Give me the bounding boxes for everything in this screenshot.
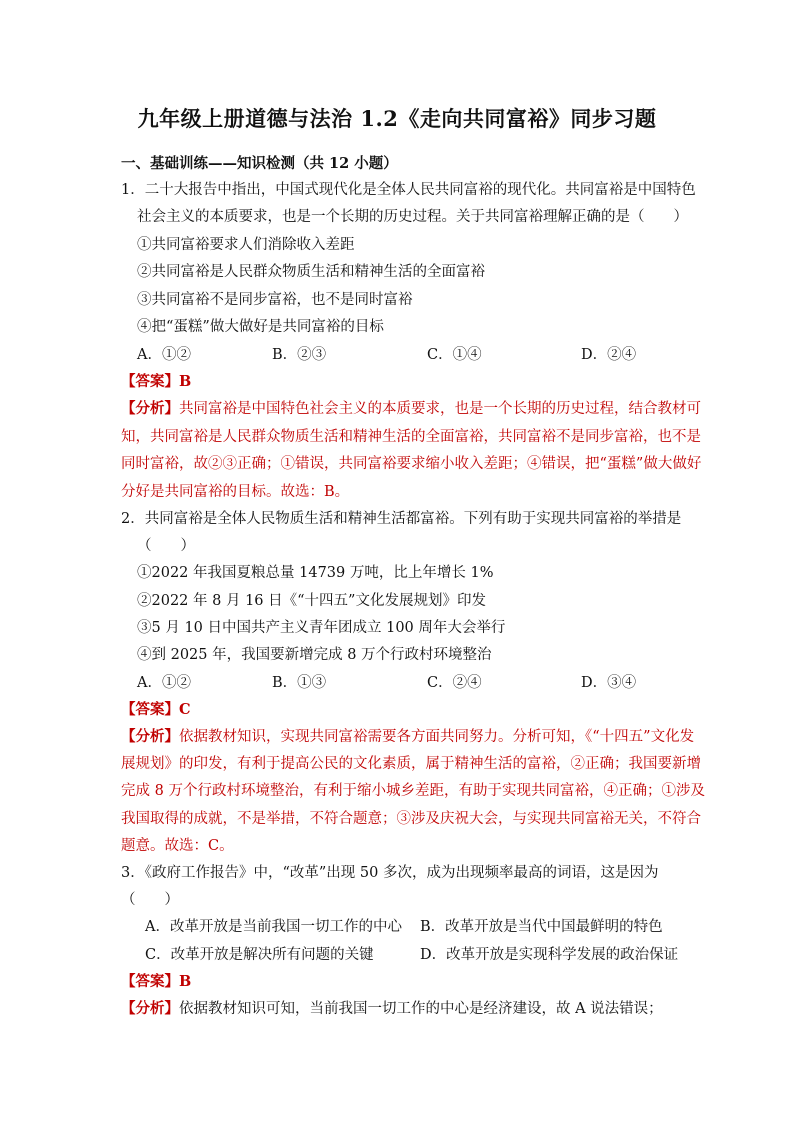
- q1-item: ②共同富裕是人民群众物质生活和精神生活的全面富裕: [137, 264, 485, 280]
- q2-item: ①2022 年我国夏粮总量 14739 万吨，比上年增长 1%: [137, 565, 494, 581]
- analysis-body: 依据教材知识，实现共同富裕需要各方面共同努力。分析可知，《“十四五”文化发: [179, 729, 695, 745]
- q1-analysis-line: [121, 399, 701, 419]
- answer-label: 【答案】: [121, 373, 179, 390]
- q2-answer: [121, 700, 191, 720]
- section-heading: 一、基础训练——知识检测（共 12 小题）: [121, 155, 398, 172]
- q2-stem-line1: 2．共同富裕是全体人民物质生活和精神生活都富裕。下列有助于实现共同富裕的举措是: [121, 511, 682, 527]
- answer-label: 【答案】: [121, 701, 179, 718]
- q1-analysis-line: 知，共同富裕是人民群众物质生活和精神生活的全面富裕，共同富裕不是同步富裕，也不是: [121, 429, 701, 445]
- q2-choice-d: D．③④: [581, 675, 637, 691]
- analysis-label: 【分析】: [121, 1000, 179, 1017]
- q3-choice-a: A．改革开放是当前我国一切工作的中心: [145, 919, 402, 935]
- q3-choice-d: D．改革开放是实现科学发展的政治保证: [420, 947, 679, 963]
- q2-item: ③5 月 10 日中国共产主义青年团成立 100 周年大会举行: [137, 620, 506, 636]
- q3-choice-b: B．改革开放是当代中国最鲜明的特色: [420, 919, 663, 935]
- q2-item: ②2022 年 8 月 16 日《“十四五”文化发展规划》印发: [137, 593, 486, 609]
- analysis-label: 【分析】: [121, 400, 179, 417]
- analysis-body: 共同富裕是中国特色社会主义的本质要求，也是一个长期的历史过程，结合教材可: [179, 401, 701, 417]
- q3-stem-line2: （ ）: [121, 892, 179, 908]
- q2-analysis-line: 完成 8 万个行政村环境整治，有利于缩小城乡差距，有助于实现共同富裕，④正确；①涉及: [121, 783, 705, 799]
- q3-analysis-line: [121, 999, 663, 1019]
- q1-choice-a: A．①②: [137, 347, 191, 363]
- q2-choice-a: A．①②: [137, 675, 191, 691]
- answer-value: C: [179, 701, 191, 718]
- q3-choice-c: C．改革开放是解决所有问题的关键: [145, 947, 374, 963]
- q1-item: ①共同富裕要求人们消除收入差距: [137, 237, 355, 253]
- q1-item: ④把“蛋糕”做大做好是共同富裕的目标: [137, 319, 384, 335]
- q1-analysis-line: 分好是共同富裕的目标。故选：B。: [121, 484, 350, 500]
- q2-stem-line2: （ ）: [137, 538, 195, 554]
- answer-label: 【答案】: [121, 973, 179, 990]
- q2-item: ④到 2025 年，我国要新增完成 8 万个行政村环境整治: [137, 647, 492, 663]
- q1-analysis-line: 同时富裕，故②③正确；①错误，共同富裕要求缩小收入差距；④错误，把“蛋糕”做大做好: [121, 456, 702, 472]
- q1-item: ③共同富裕不是同步富裕，也不是同时富裕: [137, 292, 413, 308]
- q1-stem-line1: 1．二十大报告中指出，中国式现代化是全体人民共同富裕的现代化。共同富裕是中国特色: [121, 182, 696, 198]
- q2-analysis-line: 展规划》的印发，有利于提高公民的文化素质，属于精神生活的富裕，②正确；我国要新增: [121, 756, 701, 772]
- q1-stem-line2: 社会主义的本质要求，也是一个长期的历史过程。关于共同富裕理解正确的是（ ）: [137, 209, 688, 225]
- q2-analysis-line: 我国取得的成就，不是举措，不符合题意；③涉及庆祝大会，与实现共同富裕无关，不符合: [121, 811, 701, 827]
- q1-choice-d: D．②④: [581, 347, 637, 363]
- q1-choice-c: C．①④: [427, 347, 482, 363]
- page-title: 九年级上册道德与法治 1.2《走向共同富裕》同步习题: [137, 106, 657, 131]
- analysis-body: 依据教材知识可知，当前我国一切工作的中心是经济建设，故 A 说法错误；: [179, 1001, 663, 1017]
- answer-value: B: [179, 973, 192, 990]
- q1-choice-b: B．②③: [272, 347, 327, 363]
- analysis-text: [121, 1001, 663, 1017]
- answer-value: B: [179, 373, 192, 390]
- q2-analysis-line: 题意。故选：C。: [121, 838, 234, 854]
- q3-stem-line1: 3．《政府工作报告》中，“改革”出现 50 多次，成为出现频率最高的词语，这是因为: [121, 865, 659, 881]
- q3-answer: [121, 972, 191, 992]
- q2-choice-b: B．①③: [272, 675, 327, 691]
- q1-answer: [121, 372, 191, 392]
- q2-choice-c: C．②④: [427, 675, 482, 691]
- analysis-label: 【分析】: [121, 728, 179, 745]
- q2-analysis-line: [121, 727, 694, 747]
